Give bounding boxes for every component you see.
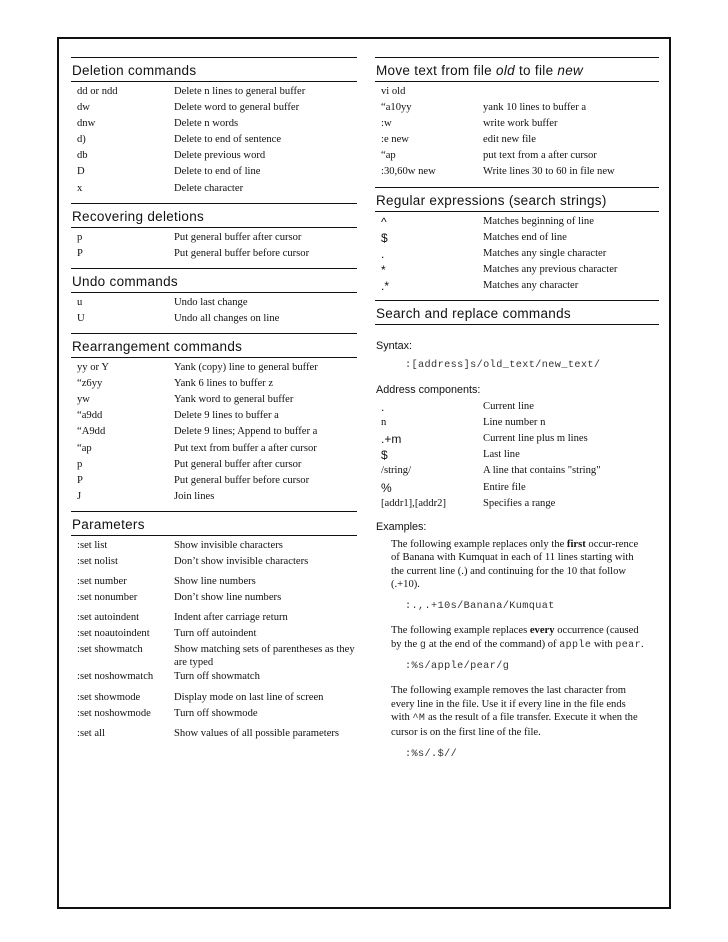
description-cell: Specifies a range [483,497,556,509]
description-cell: Matches any character [483,279,579,291]
command-cell: “A9dd [77,426,106,438]
description-cell: write work buffer [483,118,558,130]
description-cell: Matches beginning of line [483,215,594,227]
description-cell: Matches any previous character [483,263,618,275]
right-column [375,57,659,766]
table-row [77,116,357,132]
title-part: to file [514,63,558,78]
table-row [381,447,659,463]
table-row [381,100,659,116]
command-cell: ^ [381,214,387,229]
description-cell: Undo last change [174,296,248,308]
command-cell: :set noautoindent [77,628,150,640]
command-cell: :set showmatch [77,644,143,656]
description-cell: Indent after carriage return [174,612,288,624]
description-cell: Don’t show line numbers [174,592,282,604]
table-row [77,457,357,473]
table-row [381,246,659,262]
table-row [381,415,659,431]
example-text: The following example removes the last character from every line in the file. Use it if every line in the file ends with [391,685,627,724]
table-row [77,554,357,570]
example-1 [375,536,659,594]
table-row [77,164,357,180]
command-cell: :set noshowmode [77,707,151,719]
description-cell: Put general buffer before cursor [174,247,310,259]
table-row [77,669,357,685]
description-cell: Turn off showmatch [174,671,260,683]
move-rows [375,82,659,187]
table-row [77,642,357,669]
deletion-rows [71,82,357,203]
command-cell: /string/ [381,465,412,477]
table-row [77,181,357,197]
table-row [77,408,357,424]
command-cell: [addr1],[addr2] [381,497,447,509]
description-cell: Matches any single character [483,247,607,259]
command-cell: p [77,231,83,243]
description-cell: Join lines [174,490,215,502]
undo-section [71,268,357,333]
table-row [381,164,659,180]
description-cell: Entire file [483,481,526,493]
syntax-label: Syntax: [376,340,413,353]
command-cell: :set number [77,576,127,588]
parameters-section [71,511,357,746]
command-cell: :set all [77,727,105,739]
command-cell: n [381,417,387,429]
description-cell [483,84,659,100]
command-cell: dd or ndd [77,86,118,97]
table-row [77,538,357,554]
command-cell: * [381,262,386,277]
command-cell: p [77,458,83,470]
command-cell: :set autoindent [77,612,140,624]
table-row [77,726,357,741]
section-title: Undo commands [71,268,357,293]
description-cell: Delete previous word [174,150,266,162]
table-row [381,262,659,278]
command-cell: yw [77,394,90,406]
command-cell: :30,60w new [381,166,436,178]
table-row [77,311,357,327]
description-cell: Current line plus m lines [483,433,588,445]
description-cell: Yank word to general buffer [174,394,294,406]
table-row [381,463,659,479]
section-title: Parameters [71,511,357,536]
table-row [77,626,357,642]
table-row [77,424,357,440]
deletion-section [71,57,357,203]
description-cell: Delete to end of sentence [174,134,282,146]
command-cell: “ap [77,442,92,454]
description-cell: Put text from buffer a after cursor [174,442,317,454]
table-row [77,489,357,505]
command-cell: .+m [381,432,402,447]
section-title: Search and replace commands [375,300,659,325]
example-code-inline: ^M [412,713,426,725]
table-row [381,278,659,294]
regex-rows [375,212,659,300]
command-cell: dw [77,102,90,114]
example-bold: first [566,538,586,550]
parameters-rows [71,536,357,746]
description-cell: Matches end of line [483,231,567,243]
command-cell: :w [381,118,392,130]
description-cell: Last line [483,449,520,461]
description-cell: Put general buffer after cursor [174,458,302,470]
command-cell: dnw [77,118,96,130]
command-cell: d) [77,134,86,146]
section-title: Rearrangement commands [71,333,357,358]
table-row [77,100,357,116]
table-row [77,246,357,262]
command-cell: :set nolist [77,555,118,567]
description-cell: edit new file [483,134,536,146]
recovering-section [71,203,357,268]
table-row [77,295,357,311]
description-cell: Turn off showmode [174,707,258,719]
command-cell: :e new [381,134,409,146]
example-2-code: :%s/apple/pear/g [405,661,510,673]
command-cell: yy or Y [77,362,109,374]
command-cell: $ [381,448,388,463]
example-code-inline: apple [559,639,592,651]
page-frame [57,37,671,909]
command-cell: $ [381,230,388,245]
table-row [381,399,659,415]
command-cell: J [77,490,82,502]
description-cell: Delete word to general buffer [174,102,300,114]
example-3 [375,682,659,741]
command-cell: “a10yy [381,102,412,114]
title-new: new [557,63,584,78]
description-cell: Delete to end of line [174,166,261,178]
command-cell: % [381,480,392,495]
table-row [381,230,659,246]
example-text: with [591,638,616,650]
search-replace-section [375,300,659,766]
example-text: occurrence (caused by the [391,625,639,650]
table-row [77,148,357,164]
section-title: Recovering deletions [71,203,357,228]
command-cell: u [77,296,83,308]
table-row [77,392,357,408]
command-cell: :set nonumber [77,592,138,604]
description-cell: Turn off autoindent [174,628,257,640]
command-cell: . [381,400,385,415]
description-cell: Delete n words [174,118,239,130]
description-cell: Don’t show invisible characters [174,555,309,567]
table-row [381,148,659,164]
address-label: Address components: [376,384,481,397]
description-cell: Delete 9 lines; Append to buffer a [174,426,318,438]
table-row [381,480,659,496]
description-cell: Undo all changes on line [174,312,280,324]
description-cell: Yank (copy) line to general buffer [174,362,318,374]
table-row [77,590,357,606]
title-old: old [496,63,515,78]
command-cell: :set noshowmatch [77,671,154,683]
description-cell: Line number n [483,417,546,429]
table-row [77,473,357,489]
address-rows [375,399,659,518]
example-code-inline: pear [615,639,641,651]
description-cell: yank 10 lines to buffer a [483,102,587,114]
table-row [77,574,357,590]
example-text: The following example replaces [391,625,530,637]
description-cell: Delete character [174,182,244,194]
description-cell: Show line numbers [174,576,256,588]
command-cell: :set showmode [77,691,141,703]
example-1-code: :.,.+10s/Banana/Kumquat [405,601,555,613]
section-title: Deletion commands [71,57,357,82]
description-cell: Write lines 30 to 60 in file new [483,166,615,178]
example-text: The following example replaces only the [391,538,567,550]
command-cell: db [77,150,88,162]
command-cell: “ap [381,150,396,162]
description-cell: Delete n lines to general buffer [174,86,306,97]
description-cell: Delete 9 lines to buffer a [174,410,279,422]
table-row [381,496,659,512]
description-cell: Put general buffer after cursor [174,231,302,243]
description-cell: Yank 6 lines to buffer z [174,378,274,390]
command-cell: :set list [77,539,108,551]
table-row [77,360,357,376]
title-part: Move text from file [376,63,497,78]
example-text: . [640,638,644,650]
example-text: at the end of the command) of [426,638,560,650]
table-row [77,441,357,457]
examples-label: Examples: [376,520,427,533]
description-cell: A line that contains "string" [483,465,601,477]
table-row [77,706,357,722]
example-3-code: :%s/.$// [405,748,458,760]
command-cell: . [381,246,385,261]
command-cell: D [77,166,85,178]
table-row [77,376,357,392]
recovering-rows [71,228,357,268]
move-section [375,57,659,187]
command-cell: .* [381,278,390,293]
description-cell: Put general buffer before cursor [174,474,310,486]
command-cell: “z6yy [77,378,103,390]
table-row [381,116,659,132]
description-cell: Show values of all possible parameters [174,727,340,739]
command-cell: vi old [381,86,406,97]
rearrangement-rows [71,358,357,511]
example-text: as the result of a file transfer. Execute it when the cursor is on the first line of the file. [391,712,638,739]
table-row [381,132,659,148]
table-row [77,84,357,100]
section-title: Regular expressions (search strings) [375,187,659,212]
section-title [375,57,659,82]
table-row [77,690,357,706]
command-cell: P [77,247,83,259]
description-cell: Display mode on last line of screen [174,691,324,703]
table-row [381,214,659,230]
left-column [71,57,357,746]
table-row [77,132,357,148]
syntax-code: :[address]s/old_text/new_text/ [405,360,601,372]
rearrangement-section [71,333,357,511]
command-cell: U [77,312,85,324]
command-cell: x [77,182,83,194]
table-row [77,230,357,246]
undo-rows [71,293,357,333]
command-cell: P [77,474,83,486]
example-bold: every [529,625,555,637]
example-text: occur-rence of Banana with Kumquat in each of 11 lines starting with the current line (.) and continuing for the 10 that follow (.+10). [391,538,639,591]
regex-section [375,187,659,300]
table-row [381,84,659,100]
table-row [77,610,357,626]
table-row [381,431,659,447]
example-code-inline: g [419,639,427,651]
example-2 [375,622,659,654]
description-cell: Show invisible characters [174,539,283,551]
description-cell: Current line [483,401,534,413]
description-cell: put text from a after cursor [483,150,597,162]
description-cell: Show matching sets of parentheses as they are typed [174,644,355,668]
command-cell: “a9dd [77,410,103,422]
